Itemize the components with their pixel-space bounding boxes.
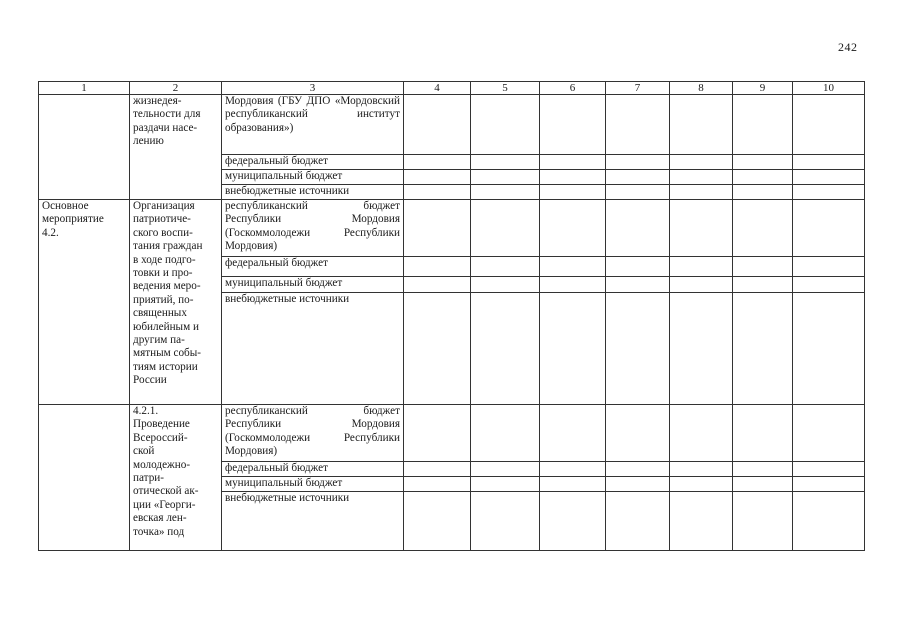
table-row: [39, 405, 865, 462]
funding-source: республиканский бюджет Республики Мордовия (Госкоммолодежи Республики Мордовия): [222, 405, 404, 462]
funding-source: федеральный бюджет: [222, 257, 404, 277]
event-description: Организация патриотиче- ского воспи- тания граждан в ходе подго- товки и про- ведения меро- приятий, по- священных юбилейным и другим па- мятным собы- тиям истории России: [130, 200, 222, 405]
funding-source: федеральный бюджет: [222, 462, 404, 477]
funding-source: Мордовия (ГБУ ДПО «Мордовский республиканский институт образования»): [222, 95, 404, 155]
budget-table: [38, 81, 865, 551]
event-description: 4.2.1. Проведение Всероссий- ской молодежно- патри- отической ак- ции «Георги- евская лен- точка» под: [130, 405, 222, 551]
funding-source: муниципальный бюджет: [222, 170, 404, 185]
column-header: 2: [130, 82, 222, 95]
column-number-row: [39, 82, 865, 95]
funding-source: муниципальный бюджет: [222, 477, 404, 492]
funding-source: внебюджетные источники: [222, 185, 404, 200]
event-number: [39, 405, 130, 551]
funding-source: федеральный бюджет: [222, 155, 404, 170]
column-header: 4: [404, 82, 471, 95]
page-number: 242: [838, 40, 858, 54]
funding-source: внебюджетные источники: [222, 492, 404, 551]
activity-cell: [39, 95, 130, 200]
column-header: 8: [670, 82, 733, 95]
event-number: Основное мероприятие 4.2.: [39, 200, 130, 405]
column-header: 9: [733, 82, 793, 95]
table-row: [39, 95, 865, 155]
column-header: 10: [793, 82, 865, 95]
activity-description: жизнедея- тельности для раздачи насе- лению: [130, 95, 222, 200]
column-header: 3: [222, 82, 404, 95]
funding-source: внебюджетные источники: [222, 293, 404, 405]
column-header: 1: [39, 82, 130, 95]
table-row: [39, 200, 865, 257]
column-header: 7: [606, 82, 670, 95]
column-header: 6: [540, 82, 606, 95]
funding-source: республиканский бюджет Республики Мордовия (Госкоммолодежи Республики Мордовия): [222, 200, 404, 257]
funding-source: муниципальный бюджет: [222, 277, 404, 293]
column-header: 5: [471, 82, 540, 95]
